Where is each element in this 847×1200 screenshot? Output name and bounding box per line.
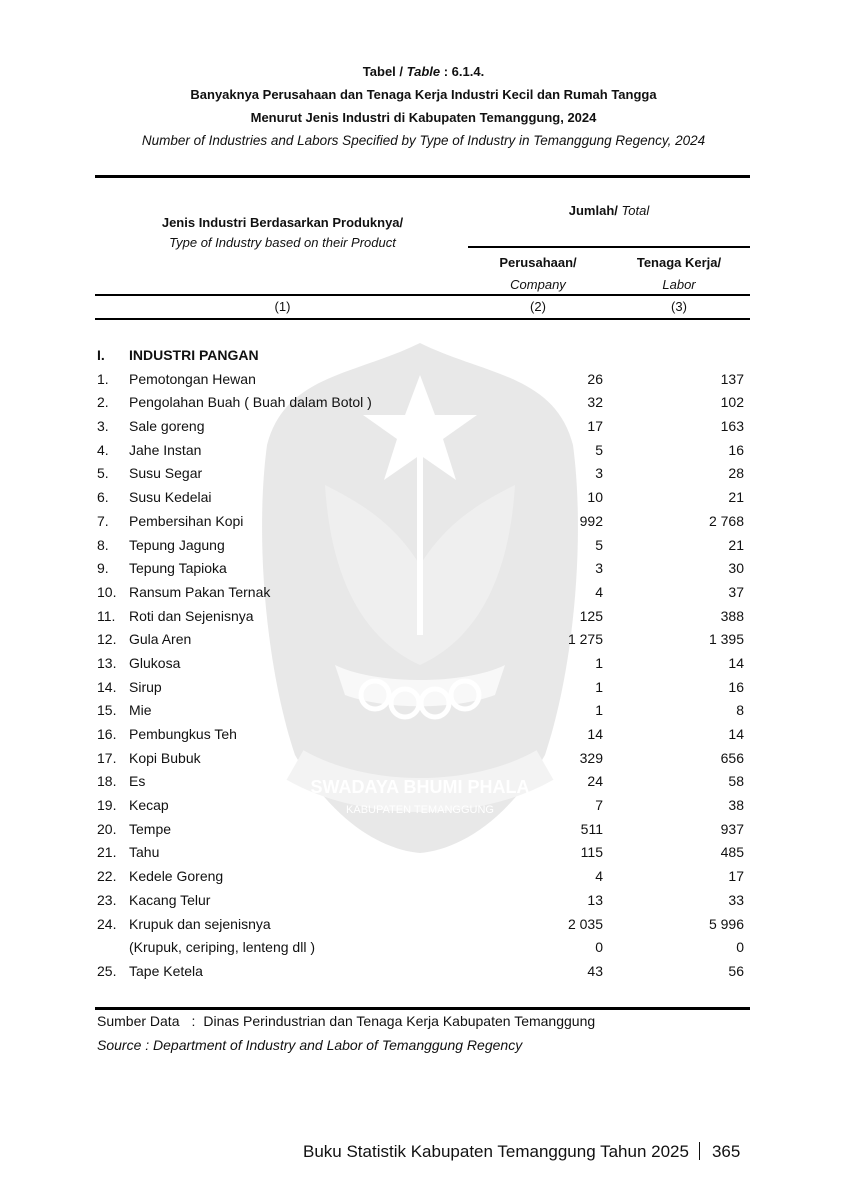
row-labor: 163 xyxy=(720,418,744,435)
row-company: 1 xyxy=(595,654,603,671)
table-row xyxy=(95,510,750,534)
row-labor: 21 xyxy=(728,489,744,506)
table-row xyxy=(95,794,750,818)
row-name: Kedele Goreng xyxy=(129,868,224,885)
table-label: Tabel / xyxy=(362,64,407,79)
table-row xyxy=(95,723,750,747)
column-total-header xyxy=(468,203,750,218)
row-number: I. xyxy=(97,347,105,363)
book-title: Buku Statistik Kabupaten Temanggung Tahun 2025 xyxy=(303,1142,689,1161)
table-row xyxy=(95,747,750,771)
row-company: 992 xyxy=(579,512,603,529)
row-labor: 137 xyxy=(720,370,744,387)
row-labor: 485 xyxy=(720,844,744,861)
row-name: Es xyxy=(129,773,146,790)
row-company: 5 xyxy=(595,441,603,458)
row-number: 23. xyxy=(97,891,117,908)
column-type-en: Type of Industry based on their Product xyxy=(169,235,396,250)
row-company: 511 xyxy=(580,820,603,837)
row-company: 2 035 xyxy=(567,915,603,932)
row-company: 4 xyxy=(595,583,603,600)
row-number: 22. xyxy=(97,868,117,885)
row-name: Jahe Instan xyxy=(129,441,202,458)
row-number: 25. xyxy=(97,962,117,979)
column-number-1: (1) xyxy=(274,299,291,314)
table-row xyxy=(95,841,750,865)
table-row xyxy=(95,652,750,676)
numbering-rule xyxy=(95,318,750,320)
row-company: 115 xyxy=(580,844,603,861)
row-number: 4. xyxy=(97,441,109,458)
row-company: 17 xyxy=(587,418,603,435)
row-name: Kacang Telur xyxy=(129,891,211,908)
row-name: (Krupuk, ceriping, lenteng dll ) xyxy=(129,939,315,956)
row-name: Kopi Bubuk xyxy=(129,749,201,766)
column-labor-id: Tenaga Kerja/ xyxy=(636,255,722,270)
row-number: 8. xyxy=(97,536,109,553)
row-number: 17. xyxy=(97,749,117,766)
row-name: Pembungkus Teh xyxy=(129,726,237,742)
table-bottom-rule xyxy=(95,1007,750,1010)
table-row xyxy=(95,865,750,889)
row-number: 10. xyxy=(97,583,117,600)
table-title-en: Number of Industries and Labors Specified by Type of Industry in Temanggung Regency, 2024 xyxy=(141,133,706,148)
row-number: 16. xyxy=(97,726,117,742)
column-labor-header xyxy=(608,252,750,296)
row-labor: 37 xyxy=(728,583,744,600)
header-bottom-rule xyxy=(95,294,750,296)
row-labor: 388 xyxy=(720,607,744,624)
row-number: 13. xyxy=(97,654,117,671)
row-number: 3. xyxy=(97,418,109,435)
table-row xyxy=(95,913,750,937)
row-name: Mie xyxy=(129,702,152,719)
table-row xyxy=(95,415,750,439)
table-row xyxy=(95,936,750,960)
row-name: Sirup xyxy=(129,678,162,695)
row-labor: 102 xyxy=(720,394,744,411)
page-number: 365 xyxy=(711,1142,741,1161)
row-company: 32 xyxy=(587,394,603,411)
row-name: Tepung Tapioka xyxy=(129,560,227,577)
table-header xyxy=(0,60,847,152)
row-labor: 16 xyxy=(728,441,744,458)
table-row xyxy=(95,960,750,984)
row-company: 1 xyxy=(595,678,603,695)
table-title-line2: Menurut Jenis Industri di Kabupaten Temanggung, 2024 xyxy=(250,110,597,125)
row-name: Kecap xyxy=(129,797,169,814)
source-colon: : xyxy=(191,1013,196,1029)
row-company: 14 xyxy=(587,726,603,742)
source-id xyxy=(97,1013,595,1029)
table-row xyxy=(95,818,750,842)
column-total-en: Total xyxy=(617,203,650,218)
row-company: 1 xyxy=(595,702,603,719)
row-name: Glukosa xyxy=(129,654,181,671)
row-name: Gula Aren xyxy=(129,631,192,648)
table-row xyxy=(95,676,750,700)
row-name: Roti dan Sejenisnya xyxy=(129,607,254,624)
row-labor: 8 xyxy=(736,702,744,719)
row-number: 5. xyxy=(97,465,109,482)
row-labor: 30 xyxy=(728,560,744,577)
total-sub-rule xyxy=(468,246,750,248)
table-row xyxy=(95,699,750,723)
column-total-id: Jumlah/ xyxy=(568,203,618,218)
table-row xyxy=(95,486,750,510)
table-row xyxy=(95,439,750,463)
table-row xyxy=(95,581,750,605)
row-number: 21. xyxy=(97,844,117,861)
row-number: 24. xyxy=(97,915,117,932)
row-number: 20. xyxy=(97,820,117,837)
row-name: Tape Ketela xyxy=(129,962,203,979)
row-number: 9. xyxy=(97,560,109,577)
row-number: 6. xyxy=(97,489,109,506)
row-name: Pembersihan Kopi xyxy=(129,512,244,529)
table-row xyxy=(95,534,750,558)
table-label-en: Table xyxy=(406,64,441,79)
row-company: 329 xyxy=(579,749,603,766)
row-name: Susu Kedelai xyxy=(129,489,212,506)
table-row xyxy=(95,889,750,913)
row-company: 7 xyxy=(595,797,603,814)
row-number: 2. xyxy=(97,394,109,411)
row-number: 14. xyxy=(97,678,117,695)
row-labor: 16 xyxy=(728,678,744,695)
row-name: Krupuk dan sejenisnya xyxy=(129,915,271,932)
row-company: 24 xyxy=(587,773,603,790)
row-labor: 0 xyxy=(736,939,744,956)
watermark-region: KABUPATEN TEMANGGUNG xyxy=(346,804,494,816)
row-labor: 58 xyxy=(728,773,744,790)
row-number: 15. xyxy=(97,702,117,719)
row-company: 26 xyxy=(587,370,603,387)
row-number: 7. xyxy=(97,512,109,529)
row-company: 3 xyxy=(595,465,603,482)
row-company: 10 xyxy=(587,489,603,506)
row-name: Pemotongan Hewan xyxy=(129,370,256,387)
row-labor: 17 xyxy=(728,868,744,885)
row-company: 13 xyxy=(587,891,603,908)
row-labor: 14 xyxy=(728,726,744,742)
row-number: 19. xyxy=(97,797,117,814)
row-name: Ransum Pakan Ternak xyxy=(129,583,271,600)
row-number: 12. xyxy=(97,631,117,648)
source-text: Dinas Perindustrian dan Tenaga Kerja Kabupaten Temanggung xyxy=(203,1013,596,1029)
row-name: Tahu xyxy=(129,844,160,861)
row-company: 125 xyxy=(579,607,603,624)
source-label: Sumber Data xyxy=(97,1013,180,1029)
row-company: 43 xyxy=(587,962,603,979)
table-row xyxy=(95,628,750,652)
row-labor: 1 395 xyxy=(708,631,744,648)
row-name: Sale goreng xyxy=(129,418,205,435)
table-row xyxy=(95,344,750,368)
column-type-header xyxy=(95,215,470,250)
watermark-motto: SWADAYA BHUMI PHALA xyxy=(310,777,530,797)
row-name: Susu Segar xyxy=(129,465,203,482)
table-number-value: : 6.1.4. xyxy=(440,64,485,79)
table-row xyxy=(95,368,750,392)
row-labor: 14 xyxy=(728,654,744,671)
table-row xyxy=(95,605,750,629)
row-number: 11. xyxy=(97,607,116,624)
table-row xyxy=(95,391,750,415)
row-labor: 56 xyxy=(728,962,744,979)
row-labor: 937 xyxy=(720,820,744,837)
row-company: 4 xyxy=(595,868,603,885)
column-company-en: Company xyxy=(510,277,566,292)
page-footer xyxy=(303,1142,740,1162)
table-row xyxy=(95,462,750,486)
source-en: Source : Department of Industry and Labor of Temanggung Regency xyxy=(97,1037,523,1053)
row-labor: 38 xyxy=(728,797,744,814)
footer-separator xyxy=(699,1142,700,1160)
row-company: 0 xyxy=(595,939,603,956)
row-labor: 2 768 xyxy=(708,512,744,529)
row-labor: 656 xyxy=(720,749,744,766)
row-name: Pengolahan Buah ( Buah dalam Botol ) xyxy=(129,394,372,411)
row-company: 3 xyxy=(595,560,603,577)
row-number: 18. xyxy=(97,773,117,790)
column-company-id: Perusahaan/ xyxy=(499,255,577,270)
column-labor-en: Labor xyxy=(662,277,696,292)
row-labor: 33 xyxy=(728,891,744,908)
row-name: Tepung Jagung xyxy=(129,536,225,553)
column-number-3: (3) xyxy=(671,299,687,314)
row-company: 5 xyxy=(595,536,603,553)
column-type-id: Jenis Industri Berdasarkan Produknya/ xyxy=(161,215,404,230)
row-number: 1. xyxy=(97,370,109,387)
row-labor: 28 xyxy=(728,465,744,482)
table-row xyxy=(95,557,750,581)
row-name: Tempe xyxy=(129,820,172,837)
table-top-rule xyxy=(95,175,750,178)
row-labor: 21 xyxy=(728,536,744,553)
row-company: 1 275 xyxy=(567,631,603,648)
row-labor: 5 996 xyxy=(708,915,744,932)
table-row xyxy=(95,770,750,794)
column-company-header xyxy=(468,252,608,296)
table-title-line1: Banyaknya Perusahaan dan Tenaga Kerja Industri Kecil dan Rumah Tangga xyxy=(190,87,657,102)
column-number-2: (2) xyxy=(530,299,546,314)
row-name: INDUSTRI PANGAN xyxy=(129,347,259,363)
table-number xyxy=(0,60,847,83)
table-body xyxy=(95,344,750,984)
